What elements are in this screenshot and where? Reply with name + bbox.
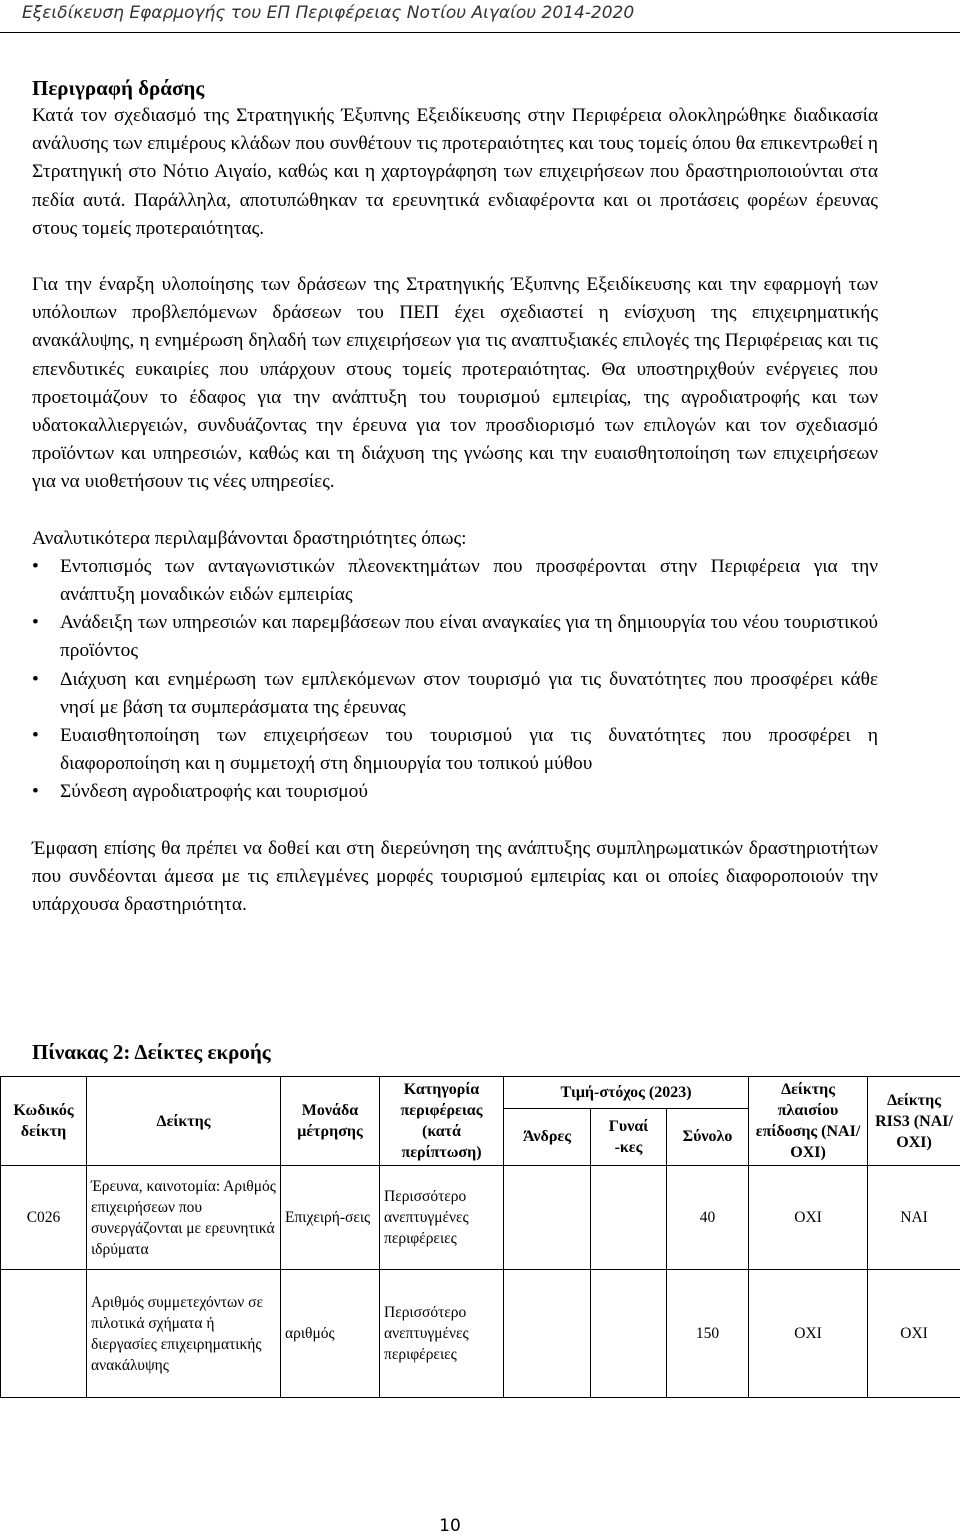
cell-framework: ΟΧΙ	[749, 1270, 868, 1398]
page-header	[0, 0, 960, 33]
header-total: Σύνολο	[667, 1108, 749, 1165]
paragraph-1: Κατά τον σχεδιασμό της Στρατηγικής Έξυπνης Εξειδίκευσης στην Περιφέρεια ολοκληρώθηκε διαδικασία ανάλυσης των επιμέρους κλάδων που συνθέτουν τις προτεραιότητες και τους τομείς όπου θα επικεντρωθεί η Στρατηγική στο Νότιο Αιγαίο, καθώς και η χαρτογράφηση των επιχειρήσεων που δραστηριοποιούνται στα πεδία αυτά. Παράλληλα, αποτυπώθηκαν τα ερευνητικά ενδιαφέροντα και οι προτάσεις φορέων έρευνας στους τομείς προτεραιότητας.	[32, 105, 878, 239]
cell-ris3: ΝΑΙ	[868, 1166, 960, 1270]
cell-men	[504, 1270, 591, 1398]
cell-unit: Επιχειρή-σεις	[281, 1166, 380, 1270]
header-code: Κωδικός δείκτη	[1, 1077, 87, 1166]
cell-women	[591, 1166, 667, 1270]
cell-total: 40	[667, 1166, 749, 1270]
cell-code: C026	[1, 1166, 87, 1270]
table-row	[1, 1166, 960, 1270]
list-item: • Εντοπισμός των ανταγωνιστικών πλεονεκτημάτων που προσφέρονται στην Περιφέρεια για την ανάπτυξη μοναδικών ειδών εμπειρίας	[32, 553, 878, 609]
header-men: Άνδρες	[504, 1108, 591, 1165]
section-title: Περιγραφή δράσης	[32, 76, 205, 100]
list-item: • Ευαισθητοποίηση των επιχειρήσεων του τουρισμού για τις δυνατότητες που προσφέρει η διαφοροποίηση και η συμμετοχή στη δημιουργία του τοπικού μύθου	[32, 722, 878, 778]
list-item: • Διάχυση και ενημέρωση των εμπλεκόμενων στον τουρισμό για τις δυνατότητες που προσφέρει κάθε νησί με βάση τα συμπεράσματα της έρευνας	[32, 666, 878, 722]
list-item: • Σύνδεση αγροδιατροφής και τουρισμού	[32, 778, 878, 806]
cell-men	[504, 1166, 591, 1270]
page-number: 10	[439, 1516, 461, 1536]
cell-total: 150	[667, 1270, 749, 1398]
header-ris3: Δείκτης RIS3 (ΝΑΙ/ ΟΧΙ)	[868, 1077, 960, 1166]
paragraph-2: Για την έναρξη υλοποίησης των δράσεων της Στρατηγικής Έξυπνης Εξειδίκευσης και την εφαρμογή των υπόλοιπων προβλεπόμενων δράσεων του ΠΕΠ έχει σχεδιαστεί η ενίσχυση της επιχειρηματικής ανακάλυψης, η ενημέρωση δηλαδή των επιχειρήσεων για τις αναπτυξιακές επιλογές της Περιφέρειας και τις επενδυτικές ευκαιρίες που υπάρχουν στους τομείς προτεραιότητας. Θα υποστηριχθούν ενέργειες που προετοιμάζουν το έδαφος για την ανάπτυξη του τουρισμού εμπειρίας, της αγροδιατροφής και των υδατοκαλλιεργειών, συνδυάζοντας την έρευνα για τον προσδιορισμό των επιλογών και τον σχεδιασμό προϊόντων και υπηρεσιών, καθώς και τη διάχυση της γνώσης και την ευαισθητοποίηση των επιχειρήσεων για να υιοθετήσουν τις νέες υπηρεσίες.	[32, 274, 878, 493]
table-row	[1, 1270, 960, 1398]
header-text: Εξειδίκευση Εφαρμογής του ΕΠ Περιφέρειας Νοτίου Αιγαίου 2014-2020	[22, 3, 635, 23]
header-women: Γυναί -κες	[591, 1108, 667, 1165]
table-header-row	[1, 1077, 960, 1109]
main-content	[32, 74, 878, 919]
activities-list	[32, 553, 878, 807]
header-unit: Μονάδα μέτρησης	[281, 1077, 380, 1166]
cell-category: Περισσότερο ανεπτυγμένες περιφέρειες	[380, 1270, 504, 1398]
output-indicators-table	[0, 1076, 960, 1398]
cell-women	[591, 1270, 667, 1398]
paragraph-3: Αναλυτικότερα περιλαμβάνονται δραστηριότητες όπως:	[32, 527, 467, 549]
header-framework: Δείκτης πλαισίου επίδοσης (ΝΑΙ/ ΟΧΙ)	[749, 1077, 868, 1166]
paragraph-4: Έμφαση επίσης θα πρέπει να δοθεί και στη διερεύνηση της ανάπτυξης συμπληρωματικών δραστηριοτήτων που συνδέονται άμεσα με τις επιλεγμένες μορφές τουρισμού εμπειρίας και οι οποίες διαφοροποιούν την υπάρχουσα δραστηριότητα.	[32, 837, 878, 916]
cell-indicator: Αριθμός συμμετεχόντων σε πιλοτικά σχήματα ή διεργασίες επιχειρηματικής ανακάλυψης	[87, 1270, 281, 1398]
list-item: • Ανάδειξη των υπηρεσιών και παρεμβάσεων που είναι αναγκαίες για τη δημιουργία του νέου τουριστικού προϊόντος	[32, 609, 878, 665]
cell-framework: ΟΧΙ	[749, 1166, 868, 1270]
cell-code	[1, 1270, 87, 1398]
cell-ris3: ΟΧΙ	[868, 1270, 960, 1398]
header-indicator: Δείκτης	[87, 1077, 281, 1166]
table-title: Πίνακας 2: Δείκτες εκροής	[32, 1040, 271, 1064]
cell-category: Περισσότερο ανεπτυγμένες περιφέρειες	[380, 1166, 504, 1270]
header-category: Κατηγορία περιφέρειας (κατά περίπτωση)	[380, 1077, 504, 1166]
cell-indicator: Έρευνα, καινοτομία: Αριθμός επιχειρήσεων που συνεργάζονται με ερευνητικά ιδρύματα	[87, 1166, 281, 1270]
header-target: Τιμή-στόχος (2023)	[504, 1077, 749, 1109]
cell-unit: αριθμός	[281, 1270, 380, 1398]
